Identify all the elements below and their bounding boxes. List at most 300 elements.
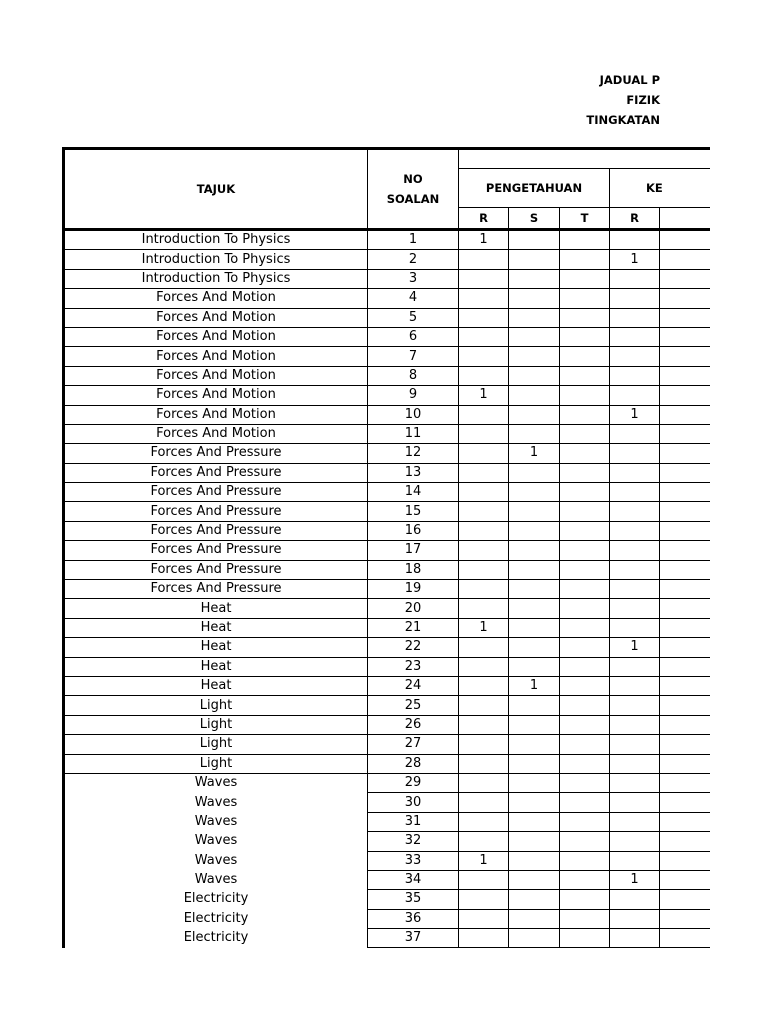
mark-cell[interactable]: [509, 250, 560, 269]
mark-cell[interactable]: [610, 463, 660, 482]
table-row: [64, 347, 710, 366]
mark-cell[interactable]: [660, 832, 710, 851]
mark-cell[interactable]: [560, 424, 610, 443]
question-number-cell[interactable]: 35: [368, 890, 459, 909]
question-number-cell[interactable]: 23: [368, 657, 459, 676]
mark-cell[interactable]: [560, 308, 610, 327]
topic-cell[interactable]: Forces And Motion: [64, 347, 368, 366]
mark-cell[interactable]: [660, 909, 710, 928]
question-number-cell[interactable]: 24: [368, 676, 459, 695]
mark-cell[interactable]: [660, 696, 710, 715]
table-row: [64, 269, 710, 288]
mark-cell[interactable]: [560, 250, 610, 269]
mark-cell[interactable]: [660, 638, 710, 657]
question-number-cell[interactable]: 33: [368, 851, 459, 870]
question-number-cell[interactable]: 12: [368, 444, 459, 463]
mark-cell[interactable]: [610, 851, 660, 870]
mark-cell[interactable]: [610, 580, 660, 599]
mark-cell[interactable]: [610, 541, 660, 560]
table-row: [64, 386, 710, 405]
mark-cell[interactable]: [610, 327, 660, 346]
mark-cell[interactable]: 1: [459, 851, 509, 870]
topic-cell[interactable]: Light: [64, 696, 368, 715]
mark-cell[interactable]: [660, 289, 710, 308]
question-number-cell[interactable]: 13: [368, 463, 459, 482]
topic-cell[interactable]: Introduction To Physics: [64, 230, 368, 250]
mark-cell[interactable]: [560, 599, 610, 618]
table-row: [64, 560, 710, 579]
mark-cell[interactable]: [660, 618, 710, 637]
mark-cell[interactable]: [560, 521, 610, 540]
mark-cell[interactable]: [459, 812, 509, 831]
question-number-cell[interactable]: 7: [368, 347, 459, 366]
question-number-cell[interactable]: 4: [368, 289, 459, 308]
mark-cell[interactable]: [509, 347, 560, 366]
question-number-cell[interactable]: 6: [368, 327, 459, 346]
mark-cell[interactable]: [660, 580, 710, 599]
topic-cell[interactable]: Electricity: [64, 890, 368, 909]
table-row: [64, 366, 710, 385]
table-row: [64, 502, 710, 521]
mark-cell[interactable]: [459, 405, 509, 424]
topic-cell[interactable]: Heat: [64, 638, 368, 657]
mark-cell[interactable]: [560, 870, 610, 889]
mark-cell[interactable]: [509, 580, 560, 599]
topic-cell[interactable]: Forces And Motion: [64, 386, 368, 405]
question-number-cell[interactable]: 32: [368, 832, 459, 851]
mark-cell[interactable]: [560, 366, 610, 385]
topic-cell[interactable]: Heat: [64, 657, 368, 676]
mark-cell[interactable]: [459, 754, 509, 773]
mark-cell[interactable]: [660, 327, 710, 346]
mark-cell[interactable]: [660, 560, 710, 579]
mark-cell[interactable]: 1: [610, 405, 660, 424]
table-row: [64, 638, 710, 657]
mark-cell[interactable]: [560, 676, 610, 695]
mark-cell[interactable]: [459, 424, 509, 443]
mark-cell[interactable]: [509, 308, 560, 327]
mark-cell[interactable]: [459, 638, 509, 657]
mark-cell[interactable]: [560, 269, 610, 288]
mark-cell[interactable]: [560, 463, 610, 482]
subheader-empty: [660, 208, 710, 230]
mark-cell[interactable]: [560, 929, 610, 948]
table-row: [64, 483, 710, 502]
mark-cell[interactable]: [660, 308, 710, 327]
mark-cell[interactable]: [660, 230, 710, 250]
table-row: [64, 327, 710, 346]
question-number-cell[interactable]: 20: [368, 599, 459, 618]
topic-cell[interactable]: Waves: [64, 773, 368, 792]
table-row: [64, 405, 710, 424]
mark-cell[interactable]: [509, 832, 560, 851]
topic-cell[interactable]: Light: [64, 735, 368, 754]
table-row: [64, 676, 710, 695]
mark-cell[interactable]: [560, 618, 610, 637]
topic-cell[interactable]: Forces And Pressure: [64, 444, 368, 463]
mark-cell[interactable]: [509, 773, 560, 792]
mark-cell[interactable]: [610, 696, 660, 715]
header-tajuk: TAJUK: [64, 149, 368, 230]
topic-cell[interactable]: Forces And Pressure: [64, 483, 368, 502]
mark-cell[interactable]: [660, 366, 710, 385]
mark-cell[interactable]: [660, 851, 710, 870]
question-number-cell[interactable]: 21: [368, 618, 459, 637]
mark-cell[interactable]: [660, 773, 710, 792]
mark-cell[interactable]: [660, 463, 710, 482]
question-number-cell[interactable]: 26: [368, 715, 459, 734]
header-no-soalan: NO SOALAN: [368, 149, 459, 230]
topic-cell[interactable]: Forces And Motion: [64, 289, 368, 308]
topic-cell[interactable]: Light: [64, 754, 368, 773]
table-body: [64, 230, 710, 948]
mark-cell[interactable]: [610, 347, 660, 366]
mark-cell[interactable]: [509, 269, 560, 288]
table-row: [64, 929, 710, 948]
topic-cell[interactable]: Forces And Pressure: [64, 521, 368, 540]
mark-cell[interactable]: [660, 444, 710, 463]
mark-cell[interactable]: [509, 618, 560, 637]
mark-cell[interactable]: [660, 676, 710, 695]
mark-cell[interactable]: [610, 793, 660, 812]
topic-cell[interactable]: Forces And Motion: [64, 366, 368, 385]
question-number-cell[interactable]: 37: [368, 929, 459, 948]
question-number-cell[interactable]: 34: [368, 870, 459, 889]
question-table: [62, 147, 710, 948]
mark-cell[interactable]: 1: [459, 618, 509, 637]
mark-cell[interactable]: [459, 308, 509, 327]
mark-cell[interactable]: [509, 735, 560, 754]
mark-cell[interactable]: 1: [509, 676, 560, 695]
mark-cell[interactable]: [660, 599, 710, 618]
mark-cell[interactable]: [610, 832, 660, 851]
mark-cell[interactable]: [660, 250, 710, 269]
mark-cell[interactable]: [560, 541, 610, 560]
mark-cell[interactable]: [560, 347, 610, 366]
mark-cell[interactable]: [560, 483, 610, 502]
page-title: [520, 70, 660, 130]
question-number-cell[interactable]: 30: [368, 793, 459, 812]
topic-cell[interactable]: Electricity: [64, 909, 368, 928]
mark-cell[interactable]: [560, 832, 610, 851]
mark-cell[interactable]: [560, 812, 610, 831]
mark-cell[interactable]: [459, 735, 509, 754]
mark-cell[interactable]: [560, 230, 610, 250]
mark-cell[interactable]: [459, 599, 509, 618]
topic-cell[interactable]: Introduction To Physics: [64, 269, 368, 288]
question-number-cell[interactable]: 5: [368, 308, 459, 327]
mark-cell[interactable]: [660, 870, 710, 889]
mark-cell[interactable]: [509, 715, 560, 734]
mark-cell[interactable]: [459, 890, 509, 909]
mark-cell[interactable]: [509, 560, 560, 579]
mark-cell[interactable]: [509, 541, 560, 560]
mark-cell[interactable]: [610, 909, 660, 928]
mark-cell[interactable]: [560, 638, 610, 657]
mark-cell[interactable]: [509, 851, 560, 870]
table-row: [64, 754, 710, 773]
mark-cell[interactable]: [459, 773, 509, 792]
question-number-cell[interactable]: 19: [368, 580, 459, 599]
mark-cell[interactable]: [660, 483, 710, 502]
table-row: [64, 735, 710, 754]
mark-cell[interactable]: [459, 269, 509, 288]
mark-cell[interactable]: [459, 580, 509, 599]
question-number-cell[interactable]: 29: [368, 773, 459, 792]
topic-cell[interactable]: Waves: [64, 812, 368, 831]
table-row: [64, 696, 710, 715]
mark-cell[interactable]: [509, 230, 560, 250]
topic-cell[interactable]: Introduction To Physics: [64, 250, 368, 269]
mark-cell[interactable]: [610, 560, 660, 579]
mark-cell[interactable]: [509, 890, 560, 909]
mark-cell[interactable]: [610, 812, 660, 831]
question-number-cell[interactable]: 1: [368, 230, 459, 250]
mark-cell[interactable]: [459, 366, 509, 385]
mark-cell[interactable]: [610, 386, 660, 405]
mark-cell[interactable]: [610, 483, 660, 502]
table-row: [64, 793, 710, 812]
topic-cell[interactable]: Light: [64, 715, 368, 734]
title-line-3: TINGKATAN: [586, 113, 660, 127]
mark-cell[interactable]: [509, 386, 560, 405]
question-number-cell[interactable]: 31: [368, 812, 459, 831]
table-row: [64, 812, 710, 831]
table-row: [64, 773, 710, 792]
mark-cell[interactable]: 1: [610, 250, 660, 269]
table-row: [64, 832, 710, 851]
question-number-cell[interactable]: 22: [368, 638, 459, 657]
mark-cell[interactable]: [610, 773, 660, 792]
table-row: [64, 618, 710, 637]
table-row: [64, 890, 710, 909]
table-row: [64, 580, 710, 599]
mark-cell[interactable]: [509, 754, 560, 773]
question-number-cell[interactable]: 3: [368, 269, 459, 288]
mark-cell[interactable]: [459, 696, 509, 715]
mark-cell[interactable]: [560, 657, 610, 676]
subheader-s: S: [509, 208, 560, 230]
mark-cell[interactable]: [560, 696, 610, 715]
topic-cell[interactable]: Forces And Motion: [64, 308, 368, 327]
mark-cell[interactable]: [610, 308, 660, 327]
mark-cell[interactable]: [660, 754, 710, 773]
table-row: [64, 870, 710, 889]
mark-cell[interactable]: [459, 793, 509, 812]
mark-cell[interactable]: [610, 618, 660, 637]
table-row: [64, 599, 710, 618]
mark-cell[interactable]: [610, 890, 660, 909]
topic-cell[interactable]: Electricity: [64, 929, 368, 948]
question-number-cell[interactable]: 14: [368, 483, 459, 502]
mark-cell[interactable]: 1: [509, 444, 560, 463]
spreadsheet-area: [62, 147, 663, 947]
mark-cell[interactable]: [560, 502, 610, 521]
topic-cell[interactable]: Forces And Motion: [64, 327, 368, 346]
topic-cell[interactable]: Heat: [64, 676, 368, 695]
mark-cell[interactable]: [459, 521, 509, 540]
question-number-cell[interactable]: 28: [368, 754, 459, 773]
mark-cell[interactable]: [660, 269, 710, 288]
mark-cell[interactable]: [459, 347, 509, 366]
mark-cell[interactable]: [509, 521, 560, 540]
mark-cell[interactable]: [560, 773, 610, 792]
question-number-cell[interactable]: 15: [368, 502, 459, 521]
mark-cell[interactable]: [660, 386, 710, 405]
mark-cell[interactable]: [560, 560, 610, 579]
mark-cell[interactable]: [560, 851, 610, 870]
question-number-cell[interactable]: 10: [368, 405, 459, 424]
mark-cell[interactable]: [560, 890, 610, 909]
topic-cell[interactable]: Forces And Motion: [64, 424, 368, 443]
mark-cell[interactable]: [509, 696, 560, 715]
mark-cell[interactable]: [509, 657, 560, 676]
mark-cell[interactable]: [660, 812, 710, 831]
mark-cell[interactable]: [610, 502, 660, 521]
mark-cell[interactable]: [610, 929, 660, 948]
mark-cell[interactable]: [509, 793, 560, 812]
table-row: [64, 909, 710, 928]
question-number-cell[interactable]: 18: [368, 560, 459, 579]
header-top-band: [459, 149, 710, 169]
mark-cell[interactable]: [560, 386, 610, 405]
mark-cell[interactable]: [560, 580, 610, 599]
mark-cell[interactable]: [660, 405, 710, 424]
mark-cell[interactable]: [509, 812, 560, 831]
topic-cell[interactable]: Heat: [64, 618, 368, 637]
mark-cell[interactable]: [459, 676, 509, 695]
mark-cell[interactable]: [459, 929, 509, 948]
mark-cell[interactable]: [610, 366, 660, 385]
mark-cell[interactable]: [660, 541, 710, 560]
mark-cell[interactable]: [459, 250, 509, 269]
topic-cell[interactable]: Forces And Motion: [64, 405, 368, 424]
mark-cell[interactable]: [560, 289, 610, 308]
mark-cell[interactable]: [509, 405, 560, 424]
mark-cell[interactable]: [459, 463, 509, 482]
mark-cell[interactable]: [459, 289, 509, 308]
mark-cell[interactable]: [459, 502, 509, 521]
table-row: [64, 230, 710, 250]
table-row: [64, 308, 710, 327]
mark-cell[interactable]: [509, 929, 560, 948]
mark-cell[interactable]: [610, 599, 660, 618]
mark-cell[interactable]: [509, 870, 560, 889]
mark-cell[interactable]: [560, 444, 610, 463]
question-number-cell[interactable]: 25: [368, 696, 459, 715]
question-number-cell[interactable]: 27: [368, 735, 459, 754]
mark-cell[interactable]: [560, 405, 610, 424]
mark-cell[interactable]: [509, 327, 560, 346]
mark-cell[interactable]: [610, 444, 660, 463]
topic-cell[interactable]: Waves: [64, 832, 368, 851]
mark-cell[interactable]: [509, 638, 560, 657]
mark-cell[interactable]: [459, 870, 509, 889]
mark-cell[interactable]: [660, 715, 710, 734]
mark-cell[interactable]: [660, 890, 710, 909]
mark-cell[interactable]: [459, 541, 509, 560]
mark-cell[interactable]: 1: [610, 870, 660, 889]
mark-cell[interactable]: [660, 735, 710, 754]
mark-cell[interactable]: [509, 366, 560, 385]
mark-cell[interactable]: [560, 754, 610, 773]
mark-cell[interactable]: [459, 909, 509, 928]
mark-cell[interactable]: [459, 657, 509, 676]
mark-cell[interactable]: [610, 289, 660, 308]
topic-cell[interactable]: Forces And Pressure: [64, 502, 368, 521]
mark-cell[interactable]: [459, 444, 509, 463]
mark-cell[interactable]: [560, 327, 610, 346]
mark-cell[interactable]: [610, 424, 660, 443]
title-line-1: JADUAL P: [599, 73, 660, 87]
question-number-cell[interactable]: 8: [368, 366, 459, 385]
question-number-cell[interactable]: 16: [368, 521, 459, 540]
mark-cell[interactable]: [660, 521, 710, 540]
table-row: [64, 541, 710, 560]
topic-cell[interactable]: Forces And Pressure: [64, 463, 368, 482]
topic-cell[interactable]: Forces And Pressure: [64, 580, 368, 599]
mark-cell[interactable]: [459, 327, 509, 346]
mark-cell[interactable]: 1: [459, 230, 509, 250]
mark-cell[interactable]: [509, 483, 560, 502]
topic-cell[interactable]: Heat: [64, 599, 368, 618]
mark-cell[interactable]: [560, 735, 610, 754]
question-number-cell[interactable]: 11: [368, 424, 459, 443]
mark-cell[interactable]: 1: [459, 386, 509, 405]
topic-cell[interactable]: Forces And Pressure: [64, 560, 368, 579]
mark-cell[interactable]: [509, 289, 560, 308]
mark-cell[interactable]: 1: [610, 638, 660, 657]
mark-cell[interactable]: [560, 793, 610, 812]
topic-cell[interactable]: Waves: [64, 870, 368, 889]
mark-cell[interactable]: [660, 347, 710, 366]
mark-cell[interactable]: [509, 599, 560, 618]
mark-cell[interactable]: [509, 463, 560, 482]
mark-cell[interactable]: [610, 269, 660, 288]
mark-cell[interactable]: [610, 754, 660, 773]
mark-cell[interactable]: [610, 657, 660, 676]
mark-cell[interactable]: [560, 715, 610, 734]
subheader-r: R: [459, 208, 509, 230]
mark-cell[interactable]: [560, 909, 610, 928]
mark-cell[interactable]: [509, 909, 560, 928]
mark-cell[interactable]: [459, 483, 509, 502]
mark-cell[interactable]: [509, 502, 560, 521]
mark-cell[interactable]: [459, 560, 509, 579]
mark-cell[interactable]: [660, 793, 710, 812]
mark-cell[interactable]: [610, 735, 660, 754]
mark-cell[interactable]: [610, 676, 660, 695]
mark-cell[interactable]: [459, 832, 509, 851]
topic-cell[interactable]: Waves: [64, 851, 368, 870]
mark-cell[interactable]: [660, 502, 710, 521]
topic-cell[interactable]: Waves: [64, 793, 368, 812]
mark-cell[interactable]: [660, 424, 710, 443]
mark-cell[interactable]: [610, 521, 660, 540]
mark-cell[interactable]: [509, 424, 560, 443]
mark-cell[interactable]: [660, 657, 710, 676]
mark-cell[interactable]: [610, 230, 660, 250]
question-number-cell[interactable]: 17: [368, 541, 459, 560]
mark-cell[interactable]: [610, 715, 660, 734]
mark-cell[interactable]: [660, 929, 710, 948]
topic-cell[interactable]: Forces And Pressure: [64, 541, 368, 560]
question-number-cell[interactable]: 2: [368, 250, 459, 269]
question-number-cell[interactable]: 9: [368, 386, 459, 405]
table-row: [64, 463, 710, 482]
question-number-cell[interactable]: 36: [368, 909, 459, 928]
mark-cell[interactable]: [459, 715, 509, 734]
